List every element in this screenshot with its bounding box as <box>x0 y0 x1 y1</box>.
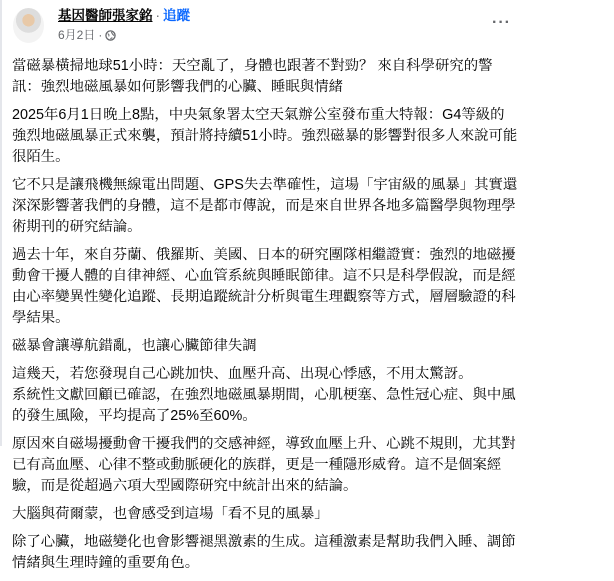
post-paragraph: 它不只是讓飛機無線電出問題、GPS失去準確性，這場「宇宙級的風暴」其實還深深影響著我們的身體，這不是都市傳說，而是來自世界各地多篇醫學與物理學術期刊的研究結論。 <box>12 177 518 235</box>
post-subheading: 大腦與荷爾蒙，也會感受到這場「看不見的風暴」 <box>12 506 329 522</box>
post-meta <box>58 27 116 43</box>
post-paragraph: 過去十年，來自芬蘭、俄羅斯、美國、日本的研究團隊相繼證實：強烈的地磁擾動會干擾人體的自律神經、心血管系統與睡眠節律。這不只是科學假說，而是經由心率變異性變化追蹤、長期追蹤統計分析與電生理觀察等方式，層層驗證的科學結果。 <box>12 247 516 326</box>
globe-icon <box>105 30 116 41</box>
post-paragraph: 原因來自磁場擾動會干擾我們的交感神經，導致血壓上升、心跳不規則，尤其對已有高血壓、心律不整或動脈硬化的族群，更是一種隱形威脅。這不是個案經驗，而是從超過六項大型國際研究中統計出來的結論。 <box>12 436 516 494</box>
post-body <box>12 56 518 581</box>
post-line: 這幾天，若您發現自己心跳加快、血壓升高、出現心悸感，不用太驚訝。 <box>12 366 473 382</box>
follow-button[interactable]: 追蹤 <box>163 8 190 23</box>
post-subheading: 磁暴會讓導航錯亂，也讓心臟節律失調 <box>12 338 257 354</box>
more-options-button[interactable]: ··· <box>492 14 511 31</box>
post-line: 系統性文獻回顧已確認，在強烈地磁風暴期間，心肌梗塞、急性冠心症、與中風的發生風險，平均提高了25%至60%。 <box>12 387 516 424</box>
post-paragraph: 除了心臟，地磁變化也會影響褪黑激素的生成。這種激素是幫助我們入睡、調節情緒與生理時鐘的重要角色。 <box>12 534 516 571</box>
author-name-link[interactable]: 基因醫師張家銘 <box>58 8 153 23</box>
post-paragraph: 當磁暴橫掃地球51小時：天空亂了，身體也跟著不對勁？ 來自科學研究的警訊：強烈地磁風暴如何影響我們的心臟、睡眠與情緒 <box>12 58 493 95</box>
separator: · <box>155 8 160 23</box>
post-header <box>58 7 190 25</box>
post-date-link[interactable]: 6月2日 <box>58 28 96 42</box>
author-avatar[interactable] <box>13 8 44 43</box>
separator: · <box>98 28 103 42</box>
post-paragraph: 2025年6月1日晚上8點，中央氣象署太空天氣辦公室發布重大特報：G4等級的強烈地磁風暴正式來襲，預計將持續51小時。強烈磁暴的影響對很多人來說可能很陌生。 <box>12 107 518 165</box>
post-paragraph <box>12 364 518 427</box>
